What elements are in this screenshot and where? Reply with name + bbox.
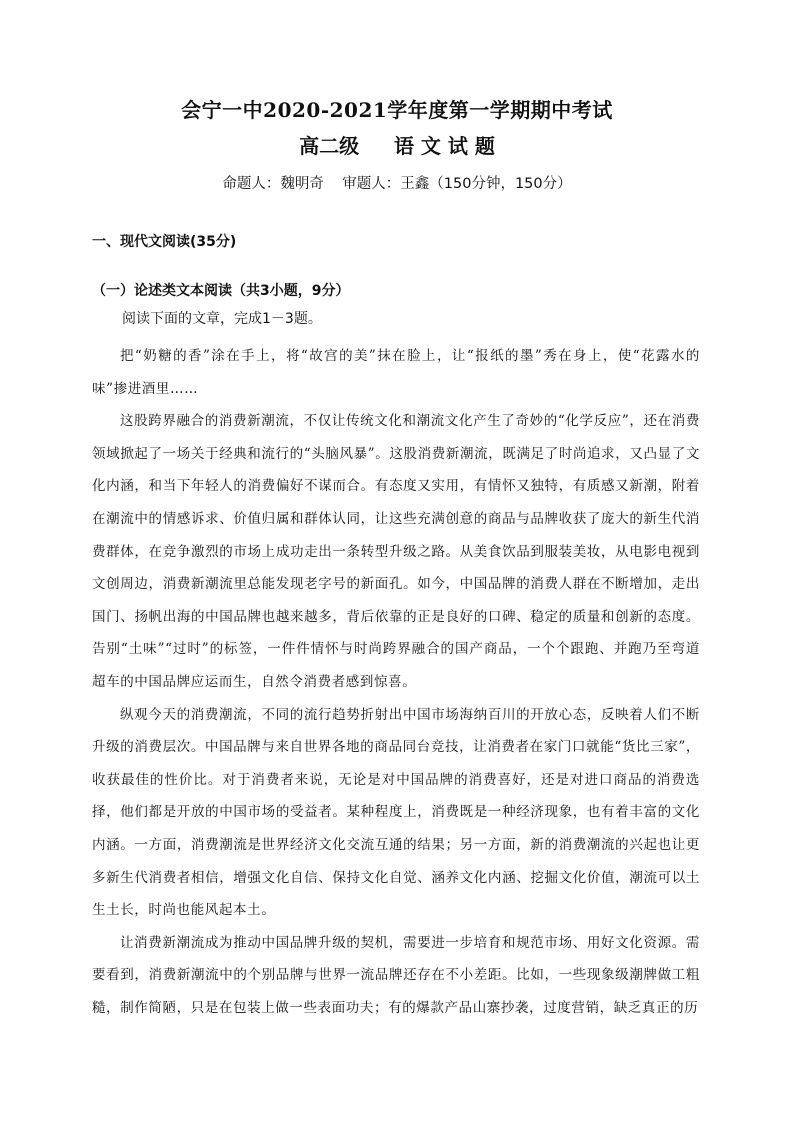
article-paragraph: 让消费新潮流成为推动中国品牌升级的契机，需要进一步培育和规范市场、用好文化资源。需要看到，消费新潮流中的个别品牌与世界一流品牌还存在不小差距。比如，一些现象级潮牌做工粗糙，制作简陋，只是在包装上做一些表面功夫；有的爆款产品山寨抄袭，过度营销，缺乏真正的历	[92, 934, 700, 1016]
exam-authors: 命题人：魏明奇 审题人：王鑫（150分钟，150分）	[222, 176, 572, 192]
subsection-heading: （一）论述类文本阅读（共3小题，9分）	[92, 283, 350, 299]
article-body	[92, 340, 700, 1024]
article-paragraph: 这股跨界融合的消费新潮流，不仅让传统文化和潮流文化产生了奇妙的“化学反应”，还在消费领域掀起了一场关于经典和流行的“头脑风暴”。这股消费新潮流，既满足了时尚追求，又凸显了文化内涵，和当下年轻人的消费偏好不谋而合。有态度又实用，有情怀又独特，有质感又新潮，附着在潮流中的情感诉求、价值归属和群体认同，让这些充满创意的商品与品牌收获了庞大的新生代消费群体，在竞争激烈的市场上成功走出一条转型升级之路。从美食饮品到服装美妆，从电影电视到文创周边，消费新潮流里总能发现老字号的新面孔。如今，中国品牌的消费人群在不断增加，走出国门、扬帆出海的中国品牌也越来越多，背后依靠的正是良好的口碑、稳定的质量和创新的态度。告别“土味”“过时”的标签，一件件情怀与时尚跨界融合的国产商品，一个个跟跑、并跑乃至弯道超车的中国品牌应运而生，自然令消费者感到惊喜。	[92, 413, 700, 690]
article-paragraph: 把“奶糖的香”涂在手上，将“故宫的美”抹在脸上，让“报纸的墨”秀在身上，使“花露水的味”掺进酒里……	[92, 348, 700, 397]
reading-instruction: 阅读下面的文章，完成1－3题。	[122, 311, 322, 327]
section-heading: 一、现代文阅读(35分)	[92, 234, 237, 250]
exam-subtitle: 高二级 语 文 试 题	[299, 134, 495, 158]
exam-title: 会宁一中2020-2021学年度第一学期期中考试	[181, 98, 613, 122]
article-paragraph: 纵观今天的消费潮流，不同的流行趋势折射出中国市场海纳百川的开放心态，反映着人们不断升级的消费层次。中国品牌与来自世界各地的商品同台竞技，让消费者在家门口就能“货比三家”，收获最佳的性价比。对于消费者来说，无论是对中国品牌的消费喜好，还是对进口商品的消费选择，他们都是开放的中国市场的受益者。某种程度上，消费既是一种经济现象，也有着丰富的文化内涵。一方面，消费潮流是世界经济文化交流互通的结果；另一方面，新的消费潮流的兴起也让更多新生代消费者相信，增强文化自信、保持文化自觉、涵养文化内涵、挖掘文化价值，潮流可以土生土长，时尚也能风起本土。	[92, 706, 700, 919]
